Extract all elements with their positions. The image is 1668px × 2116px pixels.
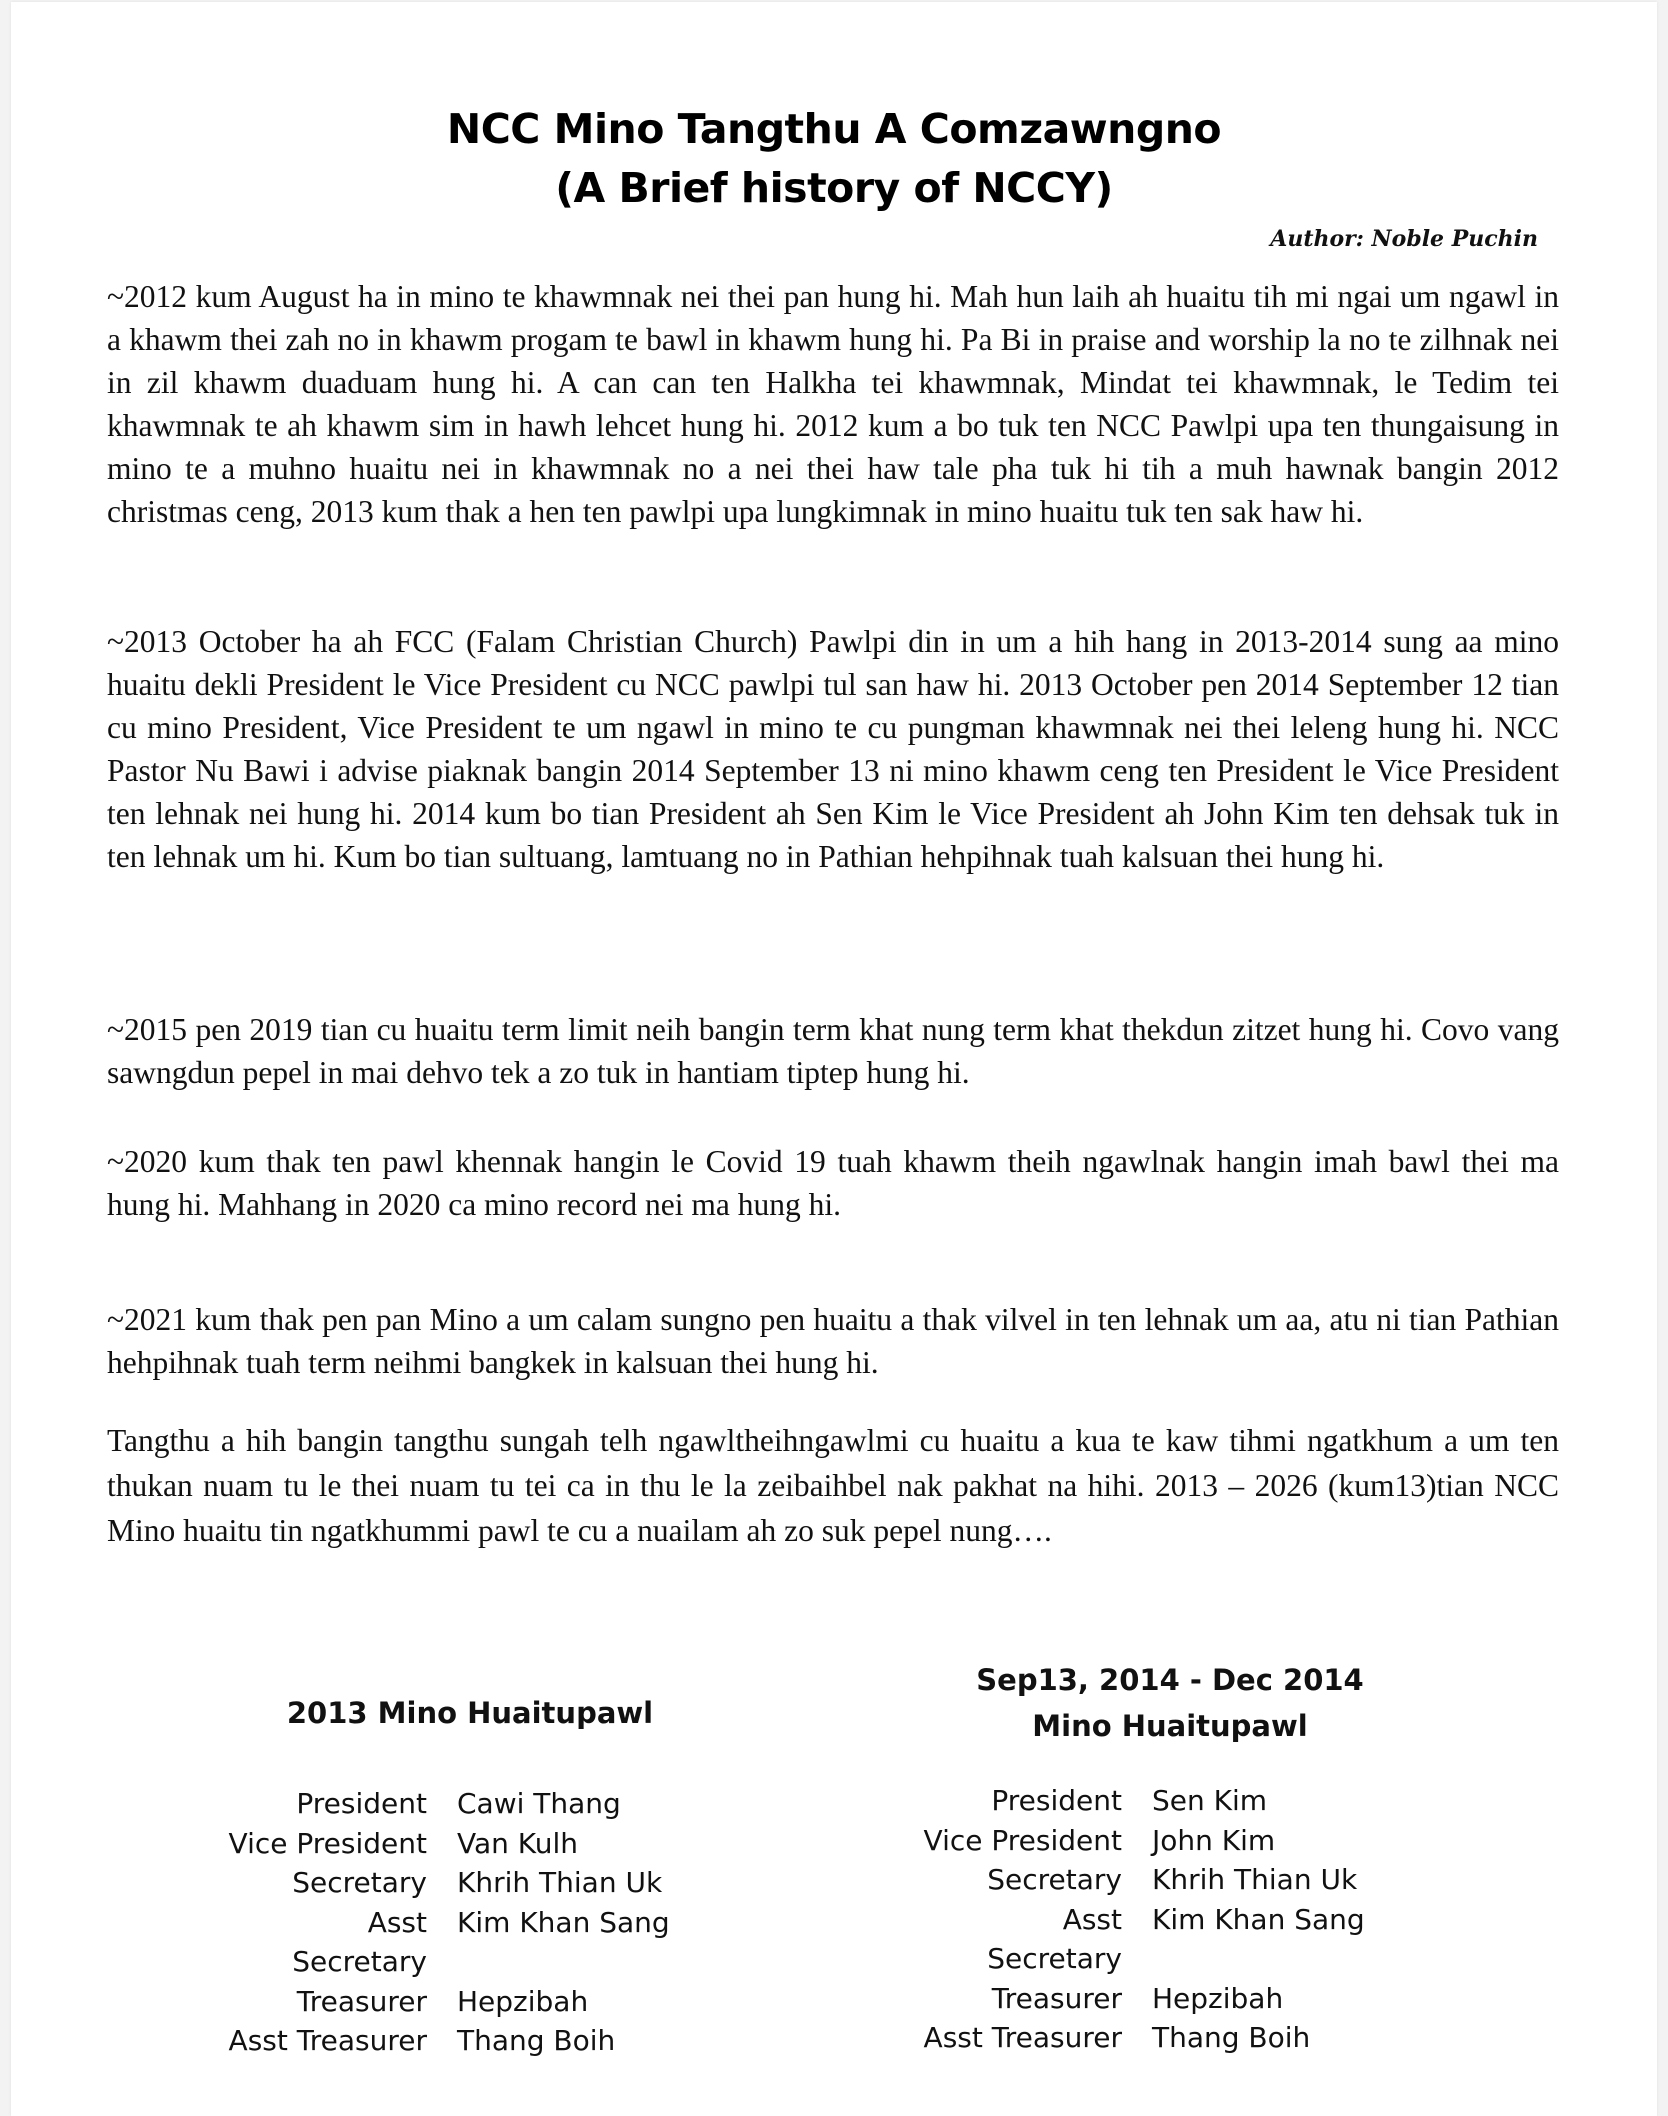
officer-block-title: 2013 Mino Huaitupawl	[286, 1696, 654, 1730]
officer-role: Asst Treasurer	[228, 2024, 427, 2057]
officer-role: Secretary	[987, 1863, 1122, 1896]
paragraph-2013: ~2013 October ha ah FCC (Falam Christian Church) Pawlpi din in um a hih hang in 2013-2014 sung aa mino huaitu dekli President le Vice President cu NCC pawlpi tul san haw hi. 2013 October pen 2014 September 12 tian cu mino President, Vice President te um ngawl in mino te cu pungman khawmnak nei thei leleng hung hi. NCC Pastor Nu Bawi i advise piaknak bangin 2014 September 13 ni mino khawm ceng ten President le Vice President ten lehnak nei hung hi. 2014 kum bo tian President ah Sen Kim le Vice President ah John Kim ten dehsak tuk in ten lehnak um hi. Kum bo tian sultuang, lamtuang no in Pathian hehpihnak tuah kalsuan thei hung hi.	[107, 624, 1559, 874]
officer-row	[920, 1781, 1520, 1821]
document-subtitle: (A Brief history of NCCY)	[555, 164, 1113, 212]
officer-row	[920, 1860, 1520, 1900]
officer-role: Vice President	[228, 1826, 427, 1860]
officer-name: Khrih Thian Uk	[457, 1866, 663, 1899]
officer-role: Asst Treasurer	[923, 2021, 1122, 2054]
paragraph-2021: ~2021 kum thak pen pan Mino a um calam sungno pen huaitu a thak vilvel in ten lehnak um aa, atu ni tian Pathian hehpihnak tuah term neihmi bangkek in kalsuan thei hung hi.	[107, 1302, 1559, 1380]
officer-list	[225, 1784, 825, 2061]
officer-row	[225, 2021, 825, 2061]
officer-name: Kim Khan Sang	[457, 1905, 670, 1939]
officer-row	[225, 1784, 825, 1824]
paragraph-2015: ~2015 pen 2019 tian cu huaitu term limit neih bangin term khat nung term khat thekdun zitzet hung hi. Covo vang sawngdun pepel in mai dehvo tek a zo tuk in hantiam tiptep hung hi.	[107, 1012, 1559, 1090]
officer-name: Van Kulh	[457, 1826, 579, 1860]
officer-block-2014	[920, 1657, 1520, 2058]
officer-name: Thang Boih	[457, 2024, 616, 2057]
officer-name: John Kim	[1152, 1823, 1276, 1857]
officer-name: Hepzibah	[457, 1984, 589, 2018]
officer-block-title: Sep13, 2014 - Dec 2014	[976, 1663, 1364, 1697]
officer-name: Sen Kim	[1152, 1784, 1268, 1817]
officer-row	[225, 1903, 825, 1982]
officer-role: Asst Secretary	[987, 1902, 1122, 1975]
officer-block-subtitle: Mino Huaitupawl	[1032, 1709, 1308, 1743]
officer-name: Thang Boih	[1152, 2021, 1311, 2054]
officer-row	[920, 1821, 1520, 1861]
paragraph-closing: Tangthu a hih bangin tangthu sungah telh ngawltheihngawlmi cu huaitu a kua te kaw tihmi ngatkhum a um ten thukan nuam tu le thei nuam tu tei ca in thu le la zeibaihbel nak pakhat na hihi. 2013 – 2026 (kum13)tian NCC Mino huaitu tin ngatkhummi pawl te cu a nuailam ah zo suk pepel nung….	[107, 1423, 1559, 1548]
officer-role: President	[991, 1784, 1122, 1817]
officer-row	[225, 1824, 825, 1864]
officer-role: Vice President	[923, 1823, 1122, 1857]
officer-row	[225, 1982, 825, 2022]
officer-name: Kim Khan Sang	[1152, 1902, 1365, 1936]
officer-row	[920, 2018, 1520, 2058]
officer-name: Hepzibah	[1152, 1981, 1284, 2015]
officer-role: Treasurer	[296, 1984, 427, 2018]
officer-name: Cawi Thang	[457, 1787, 621, 1820]
document-title: NCC Mino Tangthu A Comzawngno	[446, 105, 1222, 153]
officer-row	[920, 1900, 1520, 1979]
author-credit: Author: Noble Puchin	[1270, 226, 1538, 252]
paragraph-2020: ~2020 kum thak ten pawl khennak hangin le Covid 19 tuah khawm theih ngawlnak hangin imah bawl thei ma hung hi. Mahhang in 2020 ca mino record nei ma hung hi.	[107, 1144, 1559, 1222]
officer-role: President	[296, 1787, 427, 1820]
paragraph-2012: ~2012 kum August ha in mino te khawmnak nei thei pan hung hi. Mah hun laih ah huaitu tih mi ngai um ngawl in a khawm thei zah no in khawm progam te bawl in khawm hung hi. Pa Bi in praise and worship la no te zilhnak nei in zil khawm duaduam hung hi. A can can ten Halkha tei khawmnak, Mindat tei khawmnak, le Tedim tei khawmnak te ah khawm sim in hawh lehcet hung hi. 2012 kum a bo tuk ten NCC Pawlpi upa ten thungaisung in mino te a muhno huaitu nei in khawmnak no a nei thei haw tale pha tuk hi tih a muh hawnak bangin 2012 christmas ceng, 2013 kum thak a hen ten pawlpi upa lungkimnak in mino huaitu tuk ten sak haw hi.	[107, 279, 1559, 529]
officer-name: Khrih Thian Uk	[1152, 1863, 1358, 1896]
officer-role: Secretary	[292, 1866, 427, 1899]
officer-role: Treasurer	[991, 1981, 1122, 2015]
officer-row	[225, 1863, 825, 1903]
officer-role: Asst Secretary	[292, 1905, 427, 1978]
officer-block-2013	[225, 1690, 825, 2061]
officer-row	[920, 1979, 1520, 2019]
officer-list	[920, 1781, 1520, 2058]
